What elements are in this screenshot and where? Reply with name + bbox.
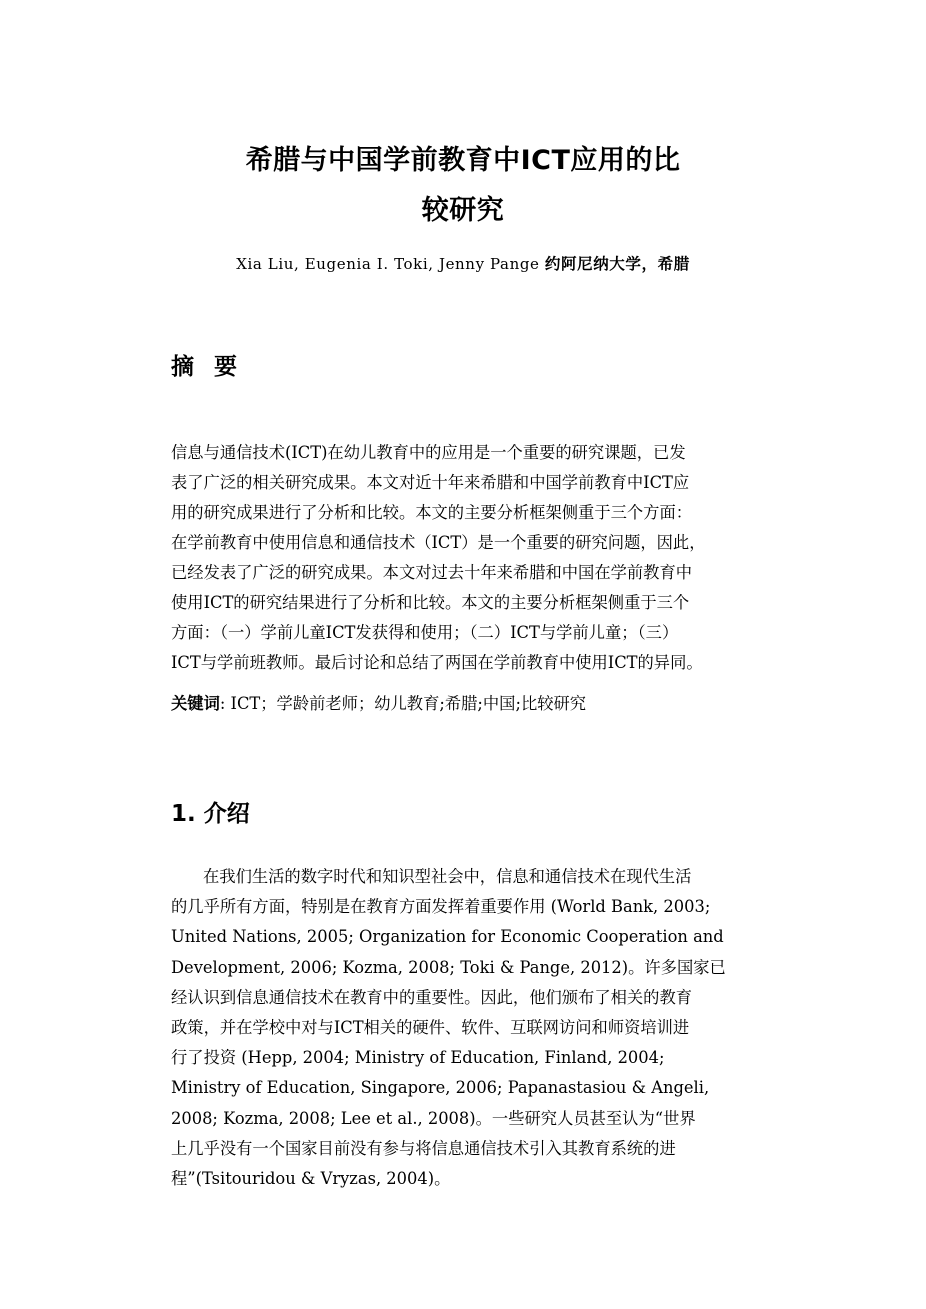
abstract-line: 表了广泛的相关研究成果。本文对近十年来希腊和中国学前教育中ICT应 xyxy=(171,473,690,492)
intro-line: Development, 2006; Kozma, 2008; Toki & Pange, 2012)。许多国家已 xyxy=(171,957,726,977)
intro-line: 的几乎所有方面，特别是在教育方面发挥着重要作用 (World Bank, 2003; xyxy=(171,897,711,917)
abstract-line: ICT与学前班教师。最后讨论和总结了两国在学前教育中使用ICT的异同。 xyxy=(171,653,703,672)
paper-title-line-1: 希腊与中国学前教育中ICT应用的比 xyxy=(245,145,681,176)
abstract-line: 方面：（一）学前儿童ICT发获得和使用；（二）ICT与学前儿童；（三） xyxy=(171,623,679,642)
abstract-line: 用的研究成果进行了分析和比较。本文的主要分析框架侧重于三个方面： xyxy=(171,503,693,522)
paper-title-line-2: 较研究 xyxy=(421,195,505,226)
introduction-body xyxy=(171,862,764,1194)
keywords-label: 关键词 xyxy=(171,694,220,713)
abstract-line: 信息与通信技术(ICT)在幼儿教育中的应用是一个重要的研究课题，已发 xyxy=(171,443,686,462)
abstract-line: 使用ICT的研究结果进行了分析和比较。本文的主要分析框架侧重于三个 xyxy=(171,593,690,612)
intro-line: 在我们生活的数字时代和知识型社会中，信息和通信技术在现代生活 xyxy=(203,867,692,886)
author-affiliation: 约阿尼纳大学，希腊 xyxy=(544,255,690,273)
section-heading-introduction: 1. 介绍 xyxy=(171,801,250,827)
keywords-text: : ICT；学龄前老师；幼儿教育;希腊;中国;比较研究 xyxy=(219,694,587,713)
abstract-heading: 摘 要 xyxy=(171,354,244,380)
abstract-body xyxy=(171,438,764,678)
intro-line: 经认识到信息通信技术在教育中的重要性。因此，他们颁布了相关的教育 xyxy=(171,987,693,1007)
abstract-line: 已经发表了广泛的研究成果。本文对过去十年来希腊和中国在学前教育中 xyxy=(171,563,693,582)
abstract-line: 在学前教育中使用信息和通信技术（ICT）是一个重要的研究问题，因此， xyxy=(171,533,706,552)
keywords-line xyxy=(171,689,764,719)
intro-line: 政策，并在学校中对与ICT相关的硬件、软件、互联网访问和师资培训进 xyxy=(171,1017,690,1037)
author-line xyxy=(0,252,926,276)
intro-line: 行了投资 (Hepp, 2004; Ministry of Education, Finland, 2004; xyxy=(171,1048,665,1068)
intro-line: 上几乎没有一个国家目前没有参与将信息通信技术引入其教育系统的进 xyxy=(171,1138,676,1158)
intro-line: 2008; Kozma, 2008; Lee et al., 2008)。一些研究人员甚至认为“世界 xyxy=(171,1108,696,1128)
intro-line: 程”(Tsitouridou & Vryzas, 2004)。 xyxy=(171,1168,451,1188)
intro-line: Ministry of Education, Singapore, 2006; Papanastasiou & Angeli, xyxy=(171,1078,710,1098)
author-names: Xia Liu, Eugenia I. Toki, Jenny Pange xyxy=(236,255,540,273)
intro-line: United Nations, 2005; Organization for Economic Cooperation and xyxy=(171,927,724,947)
